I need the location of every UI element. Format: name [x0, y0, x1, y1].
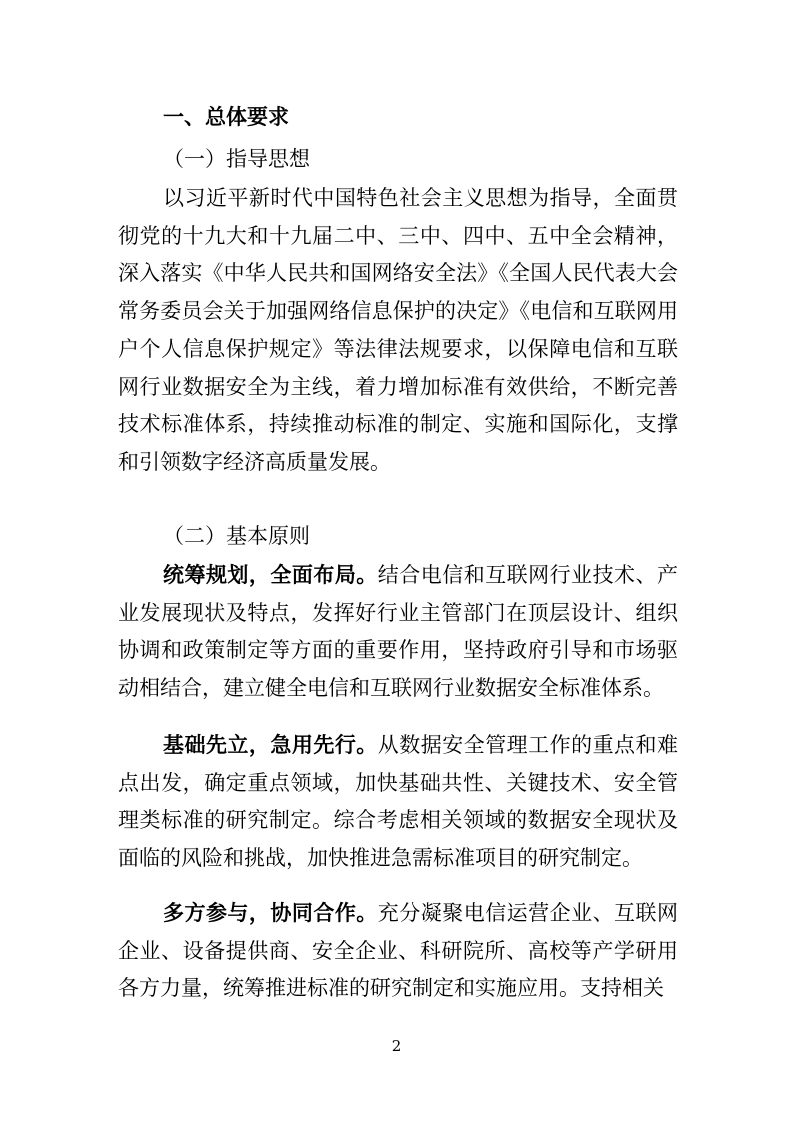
principle-lead: 统筹规划，全面布局。 [163, 563, 378, 587]
paragraph-principle-2 [118, 727, 678, 878]
subsection-heading-principles: （二）基本原则 [163, 524, 310, 548]
paragraph-principle-1 [118, 557, 678, 708]
principle-text: 结合电信和互联网行业技术、产业发展现状及特点，发挥好行业主管部门在顶层设计、组织协调和政策制定等方面的重要作用，坚持政府引导和市场驱动相结合，建立健全电信和互联网行业数据安全标准体系。 [118, 563, 679, 701]
principle-lead: 多方参与，协同合作。 [163, 901, 378, 925]
section-title: 一、总体要求 [163, 105, 289, 129]
paragraph-text: 以习近平新时代中国特色社会主义思想为指导，全面贯彻党的十九大和十九届二中、三中、四中、五中全会精神，深入落实《中华人民共和国网络安全法》《全国人民代表大会常务委员会关于加强网络信息保护的决定》《电信和互联网用户个人信息保护规定》等法律法规要求，以保障电信和互联网行业数据安全为主线，着力增加标准有效供给，不断完善技术标准体系，持续推动标准的制定、实施和国际化，支撑和引领数字经济高质量发展。 [118, 186, 678, 474]
paragraph-guiding-text [118, 180, 678, 482]
principle-text: 从数据安全管理工作的重点和难点出发，确定重点领域，加快基础共性、关键技术、安全管理类标准的研究制定。综合考虑相关领域的数据安全现状及面临的风险和挑战，加快推进急需标准项目的研究制定。 [118, 733, 679, 871]
subsection-heading-guiding: （一）指导思想 [163, 147, 310, 171]
paragraph-principle-3 [118, 895, 678, 1008]
page-number: 2 [391, 1037, 402, 1055]
principle-lead: 基础先立，急用先行。 [163, 733, 378, 757]
principle-text: 充分凝聚电信运营企业、互联网企业、设备提供商、安全企业、科研院所、高校等产学研用各方力量，统筹推进标准的研究制定和实施应用。支持相关 [118, 901, 679, 1001]
